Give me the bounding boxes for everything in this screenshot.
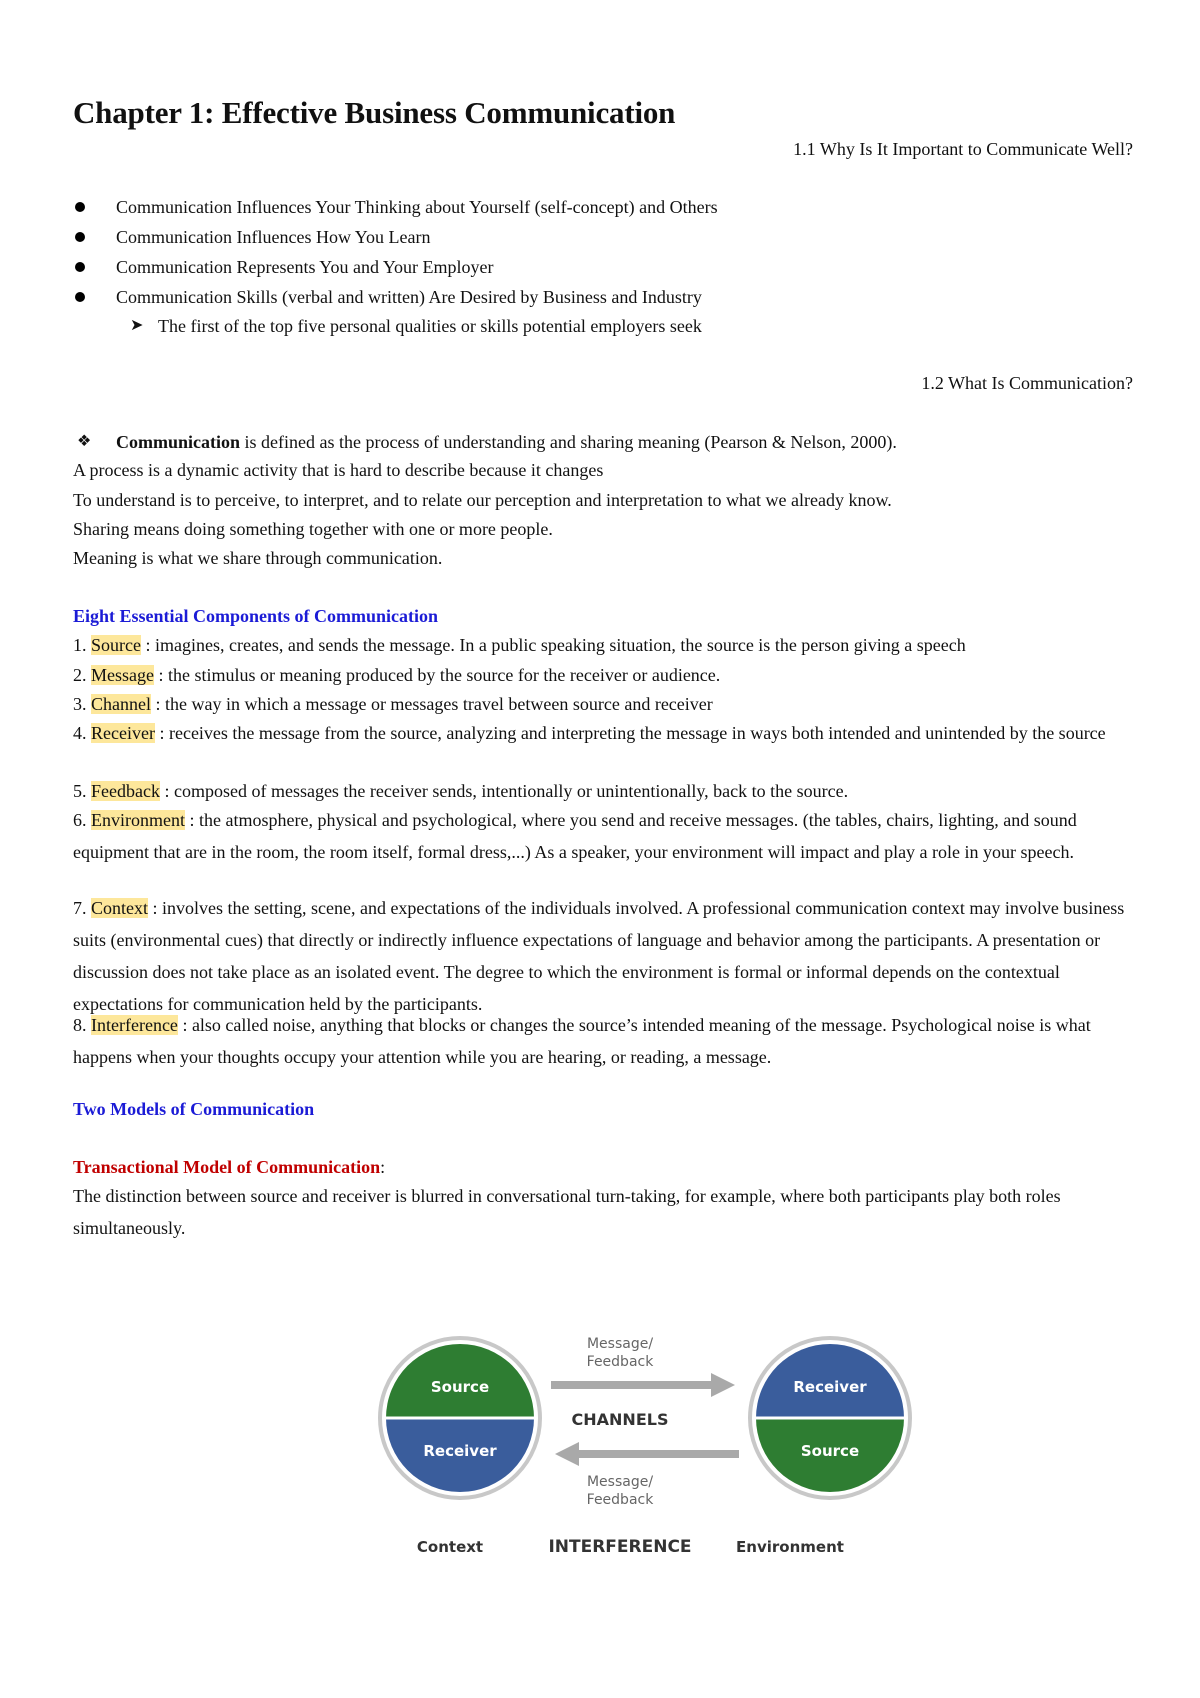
top-arrow-label-2: Feedback: [586, 1354, 654, 1370]
component-item: 4. Receiver : receives the message from the source, analyzing and interpreting the message in ways both intended and unintended by the source: [73, 723, 1106, 743]
channels-label: CHANNELS: [571, 1410, 669, 1429]
transactional-description: The distinction between source and receiver is blurred in conversational turn-taking, for example, where both participants play both roles simultaneously.: [73, 1186, 1061, 1238]
component-term: Feedback: [91, 781, 160, 801]
transactional-heading: Transactional Model of Communication: [73, 1157, 381, 1177]
right-bottom-label: Source: [800, 1442, 860, 1460]
bottom-arrow-label-2: Feedback: [586, 1492, 654, 1508]
definition-text: is defined as the process of understanding and sharing meaning (Pearson & Nelson, 2000).: [240, 432, 897, 452]
component-term: Message: [91, 665, 154, 685]
bullet-text: Communication Influences How You Learn: [116, 227, 431, 247]
interference-label: INTERFERENCE: [548, 1537, 692, 1557]
context-label: Context: [416, 1538, 484, 1556]
section-1-1-heading: 1.1 Why Is It Important to Communicate Well?: [793, 139, 1133, 159]
definition-line: To understand is to perceive, to interpret, and to relate our perception and interpretation to what we already know.: [73, 490, 892, 510]
bullet-dot-icon: [75, 262, 85, 272]
component-term: Channel: [91, 694, 151, 714]
component-item: 6. Environment : the atmosphere, physical and psychological, where you send and receive messages. (the tables, chairs, lighting, and sound equipment that are in the room, the room itself, formal dress,...) As a speaker, your environment will impact and play a role in your speech.: [73, 810, 1077, 862]
transactional-model-diagram: [375, 1328, 935, 1568]
transactional-heading-row: Transactional Model of Communication:: [73, 1157, 386, 1177]
component-item: 7. Context : involves the setting, scene, and expectations of the individuals involved. A professional communication context may involve business suits (environmental cues) that directly or indirectly influence expectations of language and behavior among the participants. A presentation or discussion does not take place as an isolated event. The degree to which the environment is formal or informal depends on the contextual expectations for communication held by the participants.: [73, 898, 1125, 1014]
right-arrow-icon: [551, 1373, 735, 1397]
bottom-arrow-label-1: Message/: [586, 1474, 654, 1490]
components-heading: Eight Essential Components of Communication: [73, 606, 439, 626]
bullet-text: Communication Influences Your Thinking about Yourself (self-concept) and Others: [116, 197, 718, 217]
component-term: Source: [91, 635, 141, 655]
component-item: 2. Message : the stimulus or meaning produced by the source for the receiver or audience.: [73, 665, 721, 685]
component-term: Interference: [91, 1015, 178, 1035]
definition-line: Meaning is what we share through communication.: [73, 548, 443, 568]
bullet-dot-icon: [75, 232, 85, 242]
left-participant-circle: [375, 1328, 545, 1518]
right-participant-circle: [745, 1328, 915, 1518]
models-heading: Two Models of Communication: [73, 1099, 315, 1119]
definition-line: A process is a dynamic activity that is hard to describe because it changes: [73, 460, 604, 480]
component-item: 3. Channel : the way in which a message or messages travel between source and receiver: [73, 694, 713, 714]
component-item: 8. Interference : also called noise, anything that blocks or changes the source’s intended meaning of the message. Psychological noise is what happens when your thoughts occupy your attention while you are hearing, or reading, a message.: [73, 1015, 1091, 1067]
right-top-label: Receiver: [793, 1378, 867, 1396]
section-1-2-heading: 1.2 What Is Communication?: [921, 373, 1133, 393]
left-arrow-icon: [555, 1442, 739, 1466]
bullet-dot-icon: [75, 202, 85, 212]
definition-line: Sharing means doing something together with one or more people.: [73, 519, 553, 539]
bullet-dot-icon: [75, 292, 85, 302]
diamond-bullet-icon: ❖: [77, 433, 92, 450]
left-bottom-label: Receiver: [423, 1442, 497, 1460]
component-item: 1. Source : imagines, creates, and sends the message. In a public speaking situation, the source is the person giving a speech: [73, 635, 966, 655]
component-term: Context: [91, 898, 148, 918]
left-top-label: Source: [430, 1378, 490, 1396]
arrowhead-bullet-icon: ➤: [130, 317, 144, 334]
document-title: Chapter 1: Effective Business Communication: [73, 95, 676, 130]
component-term: Environment: [91, 810, 185, 830]
definition-term: Communication: [116, 432, 241, 452]
environment-label: Environment: [736, 1538, 844, 1556]
bullet-text: Communication Skills (verbal and written) Are Desired by Business and Industry: [116, 287, 702, 307]
component-item: 5. Feedback : composed of messages the receiver sends, intentionally or unintentionally, back to the source.: [73, 781, 849, 801]
component-term: Receiver: [91, 723, 155, 743]
sub-bullet-text: The first of the top five personal qualities or skills potential employers seek: [158, 316, 702, 336]
bullet-text: Communication Represents You and Your Employer: [116, 257, 494, 277]
top-arrow-label-1: Message/: [586, 1336, 654, 1352]
